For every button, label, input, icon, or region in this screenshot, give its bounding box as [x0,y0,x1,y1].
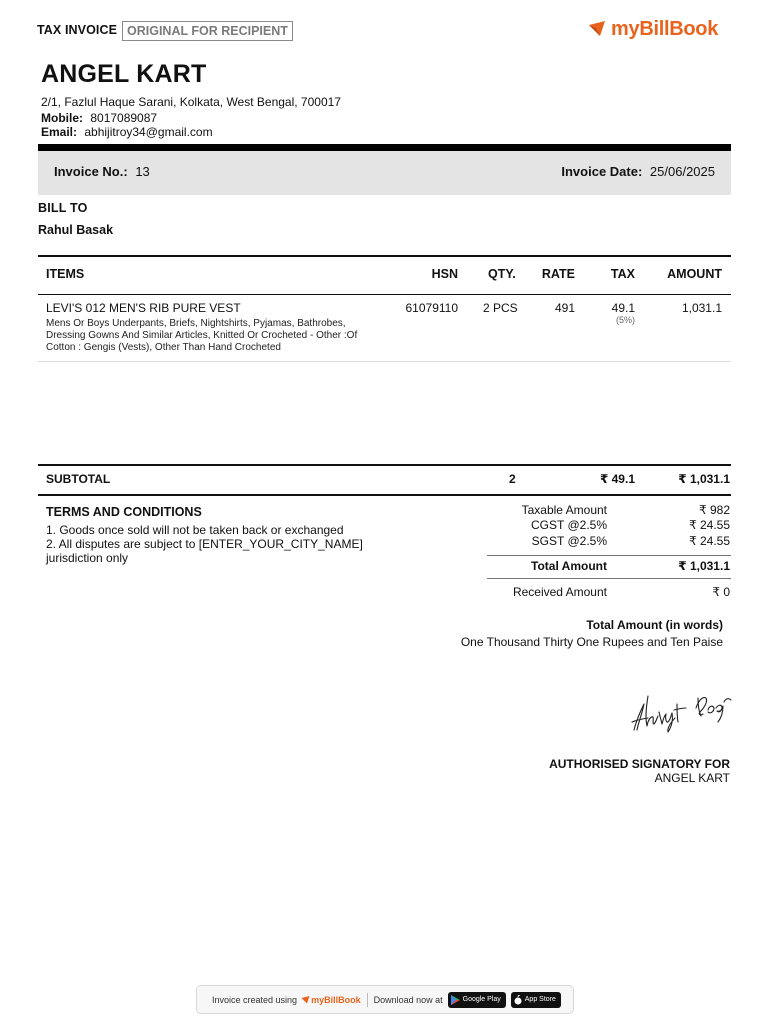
subtotal-tax: ₹ 49.1 [599,472,635,486]
summary-rule-bottom [487,578,731,579]
terms-line-2: 2. All disputes are subject to [ENTER_YOUR_CITY_NAME] jurisdiction only [46,537,363,565]
item-description: Mens Or Boys Underpants, Briefs, Nightshirts, Pyjamas, Bathrobes, Dressing Gowns And Similar Articles, Knitted Or Crocheted - Other :Of Cotton : Gengis (Vests), Other Than Hand Crocheted [46,318,358,353]
received-amount-value: ₹ 0 [712,585,730,599]
subtotal-amount: ₹ 1,031.1 [678,472,730,486]
footer-logo-icon [301,995,311,1005]
item-qty: 2 PCS [483,301,518,315]
col-header-rate: RATE [541,267,575,281]
subtotal-qty: 2 [509,472,516,486]
invoice-date [561,164,715,179]
document-title: TAX INVOICE [37,23,118,37]
mybillbook-logo-icon [588,19,608,39]
email-value: abhijitroy34@gmail.com [84,125,213,139]
terms-line-1: 1. Goods once sold will not be taken back or exchanged [46,523,344,537]
header-divider [38,144,731,151]
invoice-number-label: Invoice No.: [54,164,128,179]
google-play-icon [451,995,460,1005]
authorised-signatory-heading: AUTHORISED SIGNATORY FOR [549,757,730,771]
footer-divider [367,993,368,1007]
seller-name: ANGEL KART [41,60,207,88]
seller-email [41,125,213,139]
seller-mobile [41,111,157,125]
col-header-amount: AMOUNT [667,267,722,281]
invoice-date-value: 25/06/2025 [649,164,715,179]
item-amount: 1,031.1 [681,301,722,315]
bill-to-heading: BILL TO [38,201,88,215]
invoice-date-label: Invoice Date: [561,164,643,179]
apple-icon [514,995,522,1005]
item-tax: 49.1 [611,301,635,315]
col-header-tax: TAX [610,267,635,281]
item-rate: 491 [554,301,575,315]
received-amount-label: Received Amount [512,585,607,599]
mobile-label: Mobile: [41,111,83,125]
invoice-number [54,164,150,179]
mybillbook-logo [588,16,718,42]
table-top-rule [38,255,731,257]
terms-heading: TERMS AND CONDITIONS [46,505,202,519]
email-label: Email: [41,125,78,139]
authorised-signatory-name: ANGEL KART [654,771,730,785]
sgst-label: SGST @2.5% [531,534,607,548]
total-amount-value: ₹ 1,031.1 [678,559,730,573]
signature-image [628,686,734,736]
app-store-label: App Store [524,996,556,1003]
item-tax-percent: (5%) [615,315,635,325]
total-amount-label: Total Amount [531,559,607,573]
col-header-qty: QTY. [488,267,516,281]
bill-to-name: Rahul Basak [38,223,114,237]
footer-banner [196,985,574,1014]
col-header-hsn: HSN [431,267,458,281]
app-store-button[interactable] [511,992,561,1008]
google-play-label: Google Play [462,996,501,1003]
footer-download-text: Download now at [373,994,443,1005]
subtotal-label: SUBTOTAL [46,472,111,486]
cgst-value: ₹ 24.55 [689,518,730,532]
google-play-button[interactable] [448,992,506,1008]
amount-in-words-heading: Total Amount (in words) [586,618,723,632]
footer-brand-name: myBillBook [311,994,361,1005]
amount-in-words: One Thousand Thirty One Rupees and Ten Paise [460,635,723,649]
cgst-label: CGST @2.5% [531,518,607,532]
taxable-amount-label: Taxable Amount [521,503,607,517]
mobile-value: 8017089087 [90,111,158,125]
copy-badge: ORIGINAL FOR RECIPIENT [122,21,293,41]
subtotal-top-rule [38,464,731,466]
row-divider [38,361,731,362]
table-header-rule [38,294,731,295]
taxable-amount-value: ₹ 982 [699,503,730,517]
seller-address: 2/1, Fazlul Haque Sarani, Kolkata, West Bengal, 700017 [41,95,341,109]
footer-brand [301,995,361,1005]
terms-body [46,523,376,565]
footer-created-text: Invoice created using [212,994,298,1005]
col-header-items: ITEMS [46,267,85,281]
subtotal-bottom-rule [38,494,731,496]
item-hsn: 61079110 [405,301,458,315]
sgst-value: ₹ 24.55 [689,534,730,548]
brand-name: myBillBook [611,17,719,40]
summary-rule-top [487,555,731,556]
invoice-number-value: 13 [135,164,150,179]
item-name: LEVI'S 012 MEN'S RIB PURE VEST [46,301,241,315]
